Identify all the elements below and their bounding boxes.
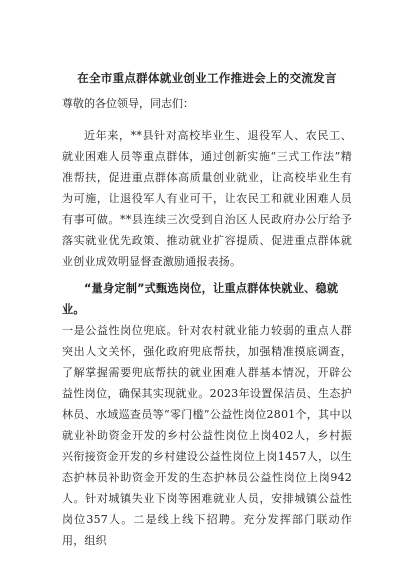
section-body: 一是公益性岗位兜底。针对农村就业能力较弱的重点人群突出人文关怀，强化政府兜底帮扶，加强精准摸底调查，了解掌握需要兜底帮扶的就业困难人群基本情况，开辟公益性岗位，确保其实现就业。2023年设置保洁员、生态护林员、水域巡查员等“零门槛”公益性岗位2801个，其中以就业补助资金开发的乡村公益性岗位上岗402人，乡村振兴衔接资金开发的乡村建设公益性岗位上岗1457人，以生态护林员补助资金开发的生态护林员公益性岗位上岗942人。针对城镇失业下岗等困难就业人员，安排城镇公益性岗位357人。二是线上线下招聘。充分发挥部门联动作用，组织 (62, 324, 352, 547)
document-title: 在全市重点群体就业创业工作推进会上的交流发言 (77, 71, 337, 85)
intro-paragraph: 近年来，**县针对高校毕业生、退役军人、农民工、就业困难人员等重点群体，通过创新实施“三式工作法”精准帮扶，促进重点群体高质量创业就业，让高校毕业生有为可施，让退役军人有业可干，让农民工和就业困难人员有事可做。**县连续三次受到自治区人民政府办公厅给予落实就业优先政策、推动就业扩容提质、促进重点群体就业创业成效明显督查激励通报表扬。 (62, 129, 352, 268)
section-heading: “量身定制”式甄选岗位，让重点群体快就业、稳就业。 (62, 282, 339, 316)
salutation: 尊敬的各位领导，同志们： (62, 97, 194, 110)
